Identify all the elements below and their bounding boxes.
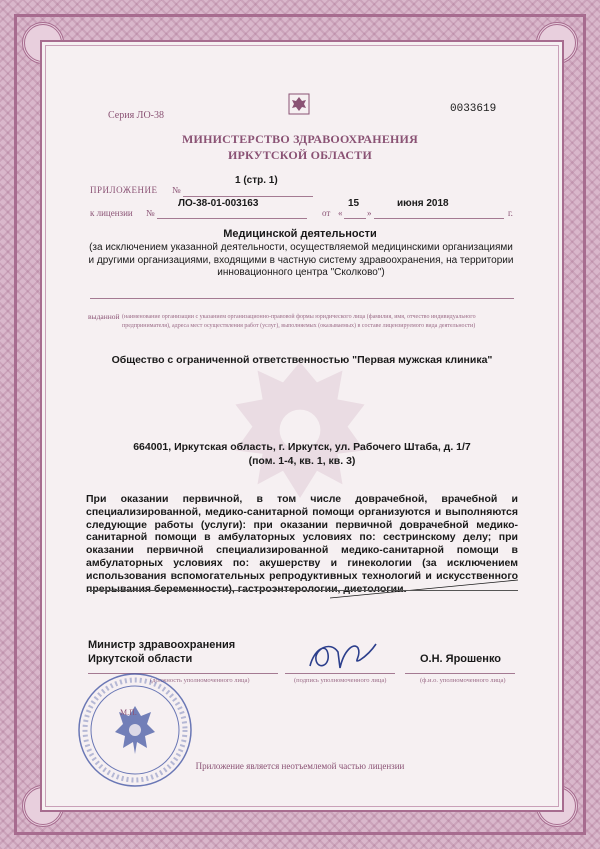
license-number-value: ЛО-38-01-003163 bbox=[178, 198, 259, 209]
appendix-label: ПРИЛОЖЕНИЕ bbox=[90, 185, 158, 195]
date-quote-close: » bbox=[367, 208, 372, 218]
date-day: 15 bbox=[348, 198, 360, 209]
series-label: Серия ЛО-38 bbox=[108, 110, 165, 121]
year-suffix: г. bbox=[508, 208, 513, 218]
emblem-icon bbox=[287, 92, 311, 116]
activity-note: (за исключением указанной деятельности, осуществляемой медицинскими организациями и другими организациями, входящими в частную систему здравоохранения, на территории инновационного центра "Сколково") bbox=[88, 242, 514, 278]
caption-name: (ф.и.о. уполномоченного лица) bbox=[420, 677, 506, 684]
caption-position: (должность уполномоченного лица) bbox=[150, 677, 250, 684]
official-seal bbox=[75, 670, 195, 790]
appendix-number-value: 1 (стр. 1) bbox=[235, 175, 278, 186]
license-number-mark: № bbox=[146, 208, 155, 218]
handwritten-signature bbox=[300, 630, 380, 680]
license-blank-number: 0033619 bbox=[450, 103, 497, 115]
date-month-line bbox=[374, 218, 504, 219]
name-line bbox=[405, 673, 515, 674]
activity-title: Медицинской деятельности bbox=[223, 228, 377, 240]
organization-name: Общество с ограниченной ответственностью "Первая мужская клиника" bbox=[111, 354, 493, 366]
license-number-line bbox=[157, 218, 307, 219]
mp-label: М.П. bbox=[120, 708, 137, 717]
ministry-name-line2: ИРКУТСКОЙ ОБЛАСТИ bbox=[227, 148, 373, 162]
activity-underline bbox=[90, 298, 514, 299]
license-label: к лицензии bbox=[90, 208, 133, 218]
issued-label: выданной bbox=[88, 312, 120, 321]
footer-note: Приложение является неотъемлемой частью лицензии bbox=[195, 761, 405, 771]
date-from-label: от bbox=[322, 208, 331, 218]
issued-hint: (наименование организации с указанием организационно-правовой формы юридического лица (фамилия, имя, отчество индивидуального предпринимателя), адреса мест осуществления работ (услуг), выполняемых (оказываемых) в составе лицензируемого вида деятельности) bbox=[122, 314, 476, 329]
address-line-2: (пом. 1-4, кв. 1, кв. 3) bbox=[248, 455, 356, 467]
works-end-line bbox=[88, 590, 518, 591]
date-month-year: июня 2018 bbox=[397, 198, 449, 209]
coat-of-arms-watermark bbox=[215, 345, 385, 515]
date-quote-open: « bbox=[338, 208, 343, 218]
ministry-name-line1: МИНИСТЕРСТВО ЗДРАВООХРАНЕНИЯ bbox=[182, 132, 418, 146]
licensed-works-text: При оказании первичной, в том числе доврачебной, врачебной и специализированной, медико-санитарной помощи организуются и выполняются следующие работы (услуги): при оказании первичной доврачебной медико-санитарной помощи в амбулаторных условиях по: сестринскому делу; при оказании первичной специализированной медико-санитарной помощи в амбулаторных условиях по: акушерству и гинекологии (за исключением использования вспомогательных репродуктивных технологий и искусственного прерывания беременности), гастроэнтерологии, диетологии. bbox=[86, 493, 518, 595]
signatory-position-line1: Министр здравоохранения bbox=[88, 639, 236, 651]
signatory-position-line2: Иркутской области bbox=[88, 653, 193, 665]
caption-signature: (подпись уполномоченного лица) bbox=[294, 677, 387, 684]
appendix-number-mark: № bbox=[172, 185, 181, 195]
appendix-number-line bbox=[183, 196, 313, 197]
signatory-name: О.Н. Ярошенко bbox=[420, 653, 502, 665]
address-line-1: 664001, Иркутская область, г. Иркутск, ул. Рабочего Штаба, д. 1/7 bbox=[133, 441, 471, 453]
cancel-line bbox=[330, 578, 520, 600]
date-day-line bbox=[344, 218, 366, 219]
